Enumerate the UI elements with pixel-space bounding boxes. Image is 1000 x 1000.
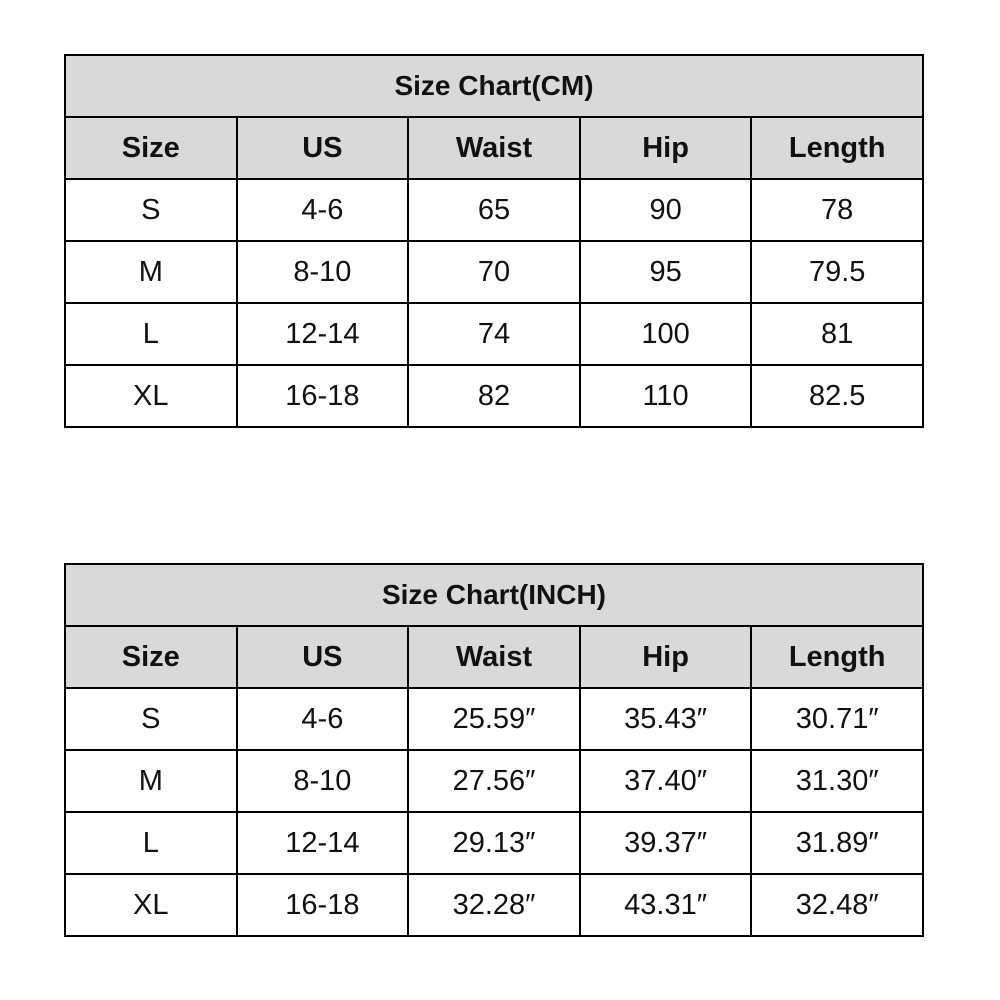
length-cell: 79.5 [751, 241, 923, 303]
size-cell: M [65, 750, 237, 812]
hip-cell: 90 [580, 179, 752, 241]
size-chart-inch-table [64, 563, 924, 937]
waist-cell: 27.56″ [408, 750, 580, 812]
waist-cell: 29.13″ [408, 812, 580, 874]
waist-cell: 32.28″ [408, 874, 580, 936]
size-cell: XL [65, 874, 237, 936]
column-header-waist: Waist [408, 117, 580, 179]
hip-cell: 35.43″ [580, 688, 752, 750]
length-cell: 78 [751, 179, 923, 241]
waist-cell: 65 [408, 179, 580, 241]
table-header-row [65, 626, 923, 688]
length-cell: 81 [751, 303, 923, 365]
size-cell: M [65, 241, 237, 303]
waist-cell: 74 [408, 303, 580, 365]
table-row [65, 688, 923, 750]
size-cell: XL [65, 365, 237, 427]
table-row [65, 750, 923, 812]
table-title: Size Chart(CM) [65, 55, 923, 117]
us-cell: 12-14 [237, 303, 409, 365]
size-cell: L [65, 812, 237, 874]
length-cell: 31.89″ [751, 812, 923, 874]
waist-cell: 82 [408, 365, 580, 427]
column-header-size: Size [65, 626, 237, 688]
table-title-row [65, 564, 923, 626]
us-cell: 16-18 [237, 874, 409, 936]
hip-cell: 39.37″ [580, 812, 752, 874]
table-title-row [65, 55, 923, 117]
size-cell: S [65, 688, 237, 750]
length-cell: 31.30″ [751, 750, 923, 812]
column-header-us: US [237, 117, 409, 179]
column-header-length: Length [751, 626, 923, 688]
table-row [65, 241, 923, 303]
table-row [65, 365, 923, 427]
column-header-hip: Hip [580, 626, 752, 688]
table-row [65, 179, 923, 241]
us-cell: 4-6 [237, 688, 409, 750]
table-row [65, 303, 923, 365]
length-cell: 82.5 [751, 365, 923, 427]
column-header-waist: Waist [408, 626, 580, 688]
size-cell: S [65, 179, 237, 241]
us-cell: 12-14 [237, 812, 409, 874]
waist-cell: 25.59″ [408, 688, 580, 750]
column-header-size: Size [65, 117, 237, 179]
size-cell: L [65, 303, 237, 365]
hip-cell: 43.31″ [580, 874, 752, 936]
size-chart-cm-table [64, 54, 924, 428]
hip-cell: 110 [580, 365, 752, 427]
table-header-row [65, 117, 923, 179]
column-header-hip: Hip [580, 117, 752, 179]
hip-cell: 37.40″ [580, 750, 752, 812]
length-cell: 30.71″ [751, 688, 923, 750]
hip-cell: 100 [580, 303, 752, 365]
table-row [65, 874, 923, 936]
column-header-us: US [237, 626, 409, 688]
hip-cell: 95 [580, 241, 752, 303]
column-header-length: Length [751, 117, 923, 179]
table-title: Size Chart(INCH) [65, 564, 923, 626]
us-cell: 4-6 [237, 179, 409, 241]
us-cell: 8-10 [237, 241, 409, 303]
us-cell: 16-18 [237, 365, 409, 427]
length-cell: 32.48″ [751, 874, 923, 936]
table-row [65, 812, 923, 874]
waist-cell: 70 [408, 241, 580, 303]
us-cell: 8-10 [237, 750, 409, 812]
